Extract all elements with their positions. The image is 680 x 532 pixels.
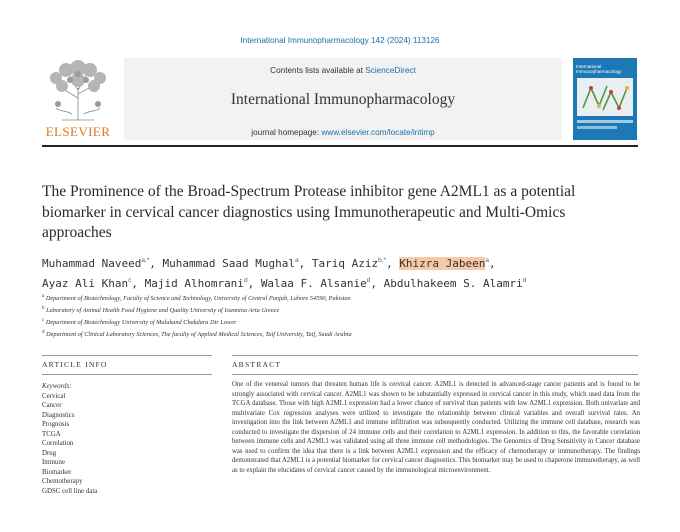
author[interactable] (261, 277, 384, 290)
affiliation-text: Department of Biotechnology University of Malakand Chakdara Dir Lower (45, 319, 237, 326)
author-affiliation-marker[interactable]: c (128, 276, 132, 284)
affiliation (42, 292, 602, 304)
author-affiliation-marker[interactable]: d (522, 276, 527, 284)
abstract-under-rule (232, 374, 638, 375)
author-separator: , (370, 276, 384, 290)
author-affiliation-marker[interactable]: d (243, 276, 248, 284)
contents-prefix: Contents lists available at (270, 66, 366, 75)
journal-masthead (124, 58, 562, 140)
author[interactable] (42, 277, 145, 290)
keyword: Biomarker (42, 468, 72, 476)
author-highlighted[interactable] (399, 257, 495, 270)
author-name-highlighted[interactable]: Khizra Jabeen (399, 257, 486, 270)
author-affiliation-marker[interactable]: a (485, 257, 490, 264)
author-affiliation-marker[interactable]: a,* (141, 257, 150, 264)
author-separator: , (489, 257, 496, 270)
author[interactable] (163, 257, 312, 270)
keyword: Diagnostics (42, 411, 75, 419)
author-separator: , (131, 276, 145, 290)
keywords-label: Keywords: (42, 383, 72, 390)
affiliation (42, 328, 602, 340)
author-name[interactable]: Abdulhakeem S. Alamri (383, 276, 523, 290)
author[interactable] (312, 257, 399, 270)
keyword: Correlation (42, 440, 74, 447)
affiliation-text: Department of Biotechnology, Faculty of Science and Technology, University of Central Punjab, Lahore 54590, Pakistan (45, 295, 351, 302)
author-affiliation-marker[interactable]: d (366, 276, 371, 284)
author-name[interactable]: Muhammad Naveed (42, 257, 142, 270)
article-info-heading: ARTICLE INFO (42, 360, 108, 369)
affiliation-marker: c (42, 318, 45, 323)
keyword: Prognosis (42, 421, 70, 428)
keyword: Cancer (42, 402, 62, 409)
author-name[interactable]: Majid Alhomrani (144, 276, 244, 290)
journal-name: International Immunopharmacology (230, 91, 456, 108)
abstract-text: One of the venereal tumors that threaten human life is cervical cancer. A2ML1 is detected in advanced-stage cancer patients and is found to be strongly associated with cervical cancer. A2ML1 was shown to be substantially expressed in cervical cancer in this study, which used data from the TCGA database. Those with high A2ML1 expression had a lower chance of survival than patients with low A2ML1 expression. Both univariate and multivariate Cox regression analyses were utilized to investigate the relationship between clinical variables and overall survival rates. An investigation into the link between A2ML1 and immune infiltration was subsequently conducted. Utilizing the immune cell database, research was conducted to investigate the dispersion of 24 immune cells and their correlation to A2ML1 expression. In addition to this, the favorable correlation between immune cells and A2ML1 was validated using all three immune cell methodologies. The Genomics of Drug Sensitivity in Cancer database was used to confirm the idea that there is a link between A2ML1 expression and the efficacy of chemotherapy or immunotherapy. The findings demonstrated that A2ML1 is a potential biomarker for cervical cancer diagnostics. This biomarker may be used to chaperone immunotherapy, as well as to explain the elucidates of cervical cancer caused by the immunological microenvironment. (232, 381, 640, 474)
journal-reference[interactable]: International Immunopharmacology 142 (2024) 113126 (240, 36, 440, 45)
article-info-top-rule (42, 355, 212, 356)
article-title: The Prominence of the Broad-Spectrum Protease inhibitor gene A2ML1 as a potential biomarker in cervical cancer diagnostics using Immunotherapeutic and Multi-Omics approaches (42, 183, 576, 241)
affiliation-list (42, 292, 602, 340)
keyword: TCGA (42, 430, 61, 438)
affiliation-marker: d (42, 330, 45, 335)
homepage-line (124, 128, 562, 137)
affiliation-marker: b (42, 306, 45, 311)
keywords-list (42, 382, 212, 496)
author[interactable] (384, 277, 527, 290)
affiliation-text: Laboratory of Animal Health Food Hygiene and Quality University of Ioannina Arta Greece (46, 307, 280, 314)
author[interactable] (42, 257, 163, 270)
affiliation (42, 304, 602, 316)
affiliation-text: Department of Clinical Laboratory Sciences, The faculty of Applied Medical Sciences, Taif University, Taif, Saudi Arabia (46, 331, 352, 338)
homepage-prefix: journal homepage: (251, 128, 322, 137)
author-name[interactable]: Muhammad Saad Mughal (162, 257, 295, 270)
cover-title: International Immunopharmacology (576, 64, 622, 75)
author-name[interactable]: Walaa F. Alsanie (260, 276, 367, 290)
elsevier-logo (42, 58, 114, 140)
cover-art-icon (573, 58, 637, 140)
publisher-name: ELSEVIER (45, 124, 111, 139)
author-separator: , (247, 276, 261, 290)
author-list (42, 253, 602, 292)
author[interactable] (145, 277, 261, 290)
keyword: GDSC cell line data (42, 487, 98, 495)
homepage-link[interactable]: www.elsevier.com/locate/intimp (321, 128, 435, 137)
author-affiliation-marker[interactable]: b,* (378, 257, 387, 264)
author-separator: , (386, 257, 400, 270)
author-separator: , (149, 257, 163, 270)
elsevier-tree-icon (42, 58, 114, 124)
affiliation (42, 316, 602, 328)
author-separator: , (298, 257, 312, 270)
keyword: Drug (42, 449, 57, 457)
article-info-under-rule (42, 374, 212, 375)
contents-line (124, 66, 562, 75)
journal-cover-thumbnail (573, 58, 637, 140)
author-affiliation-marker[interactable]: a (295, 257, 299, 264)
author-name[interactable]: Ayaz Ali Khan (42, 276, 129, 290)
header-divider (42, 145, 638, 147)
author-name[interactable]: Tariq Aziz (311, 257, 379, 270)
abstract-top-rule (232, 355, 638, 356)
keyword: Chemotherapy (42, 478, 83, 485)
abstract-heading: ABSTRACT (232, 360, 282, 369)
sciencedirect-link[interactable]: ScienceDirect (365, 66, 416, 75)
keyword: Immune (42, 459, 65, 466)
affiliation-marker: a (42, 294, 45, 299)
keyword: Cervical (42, 392, 66, 400)
